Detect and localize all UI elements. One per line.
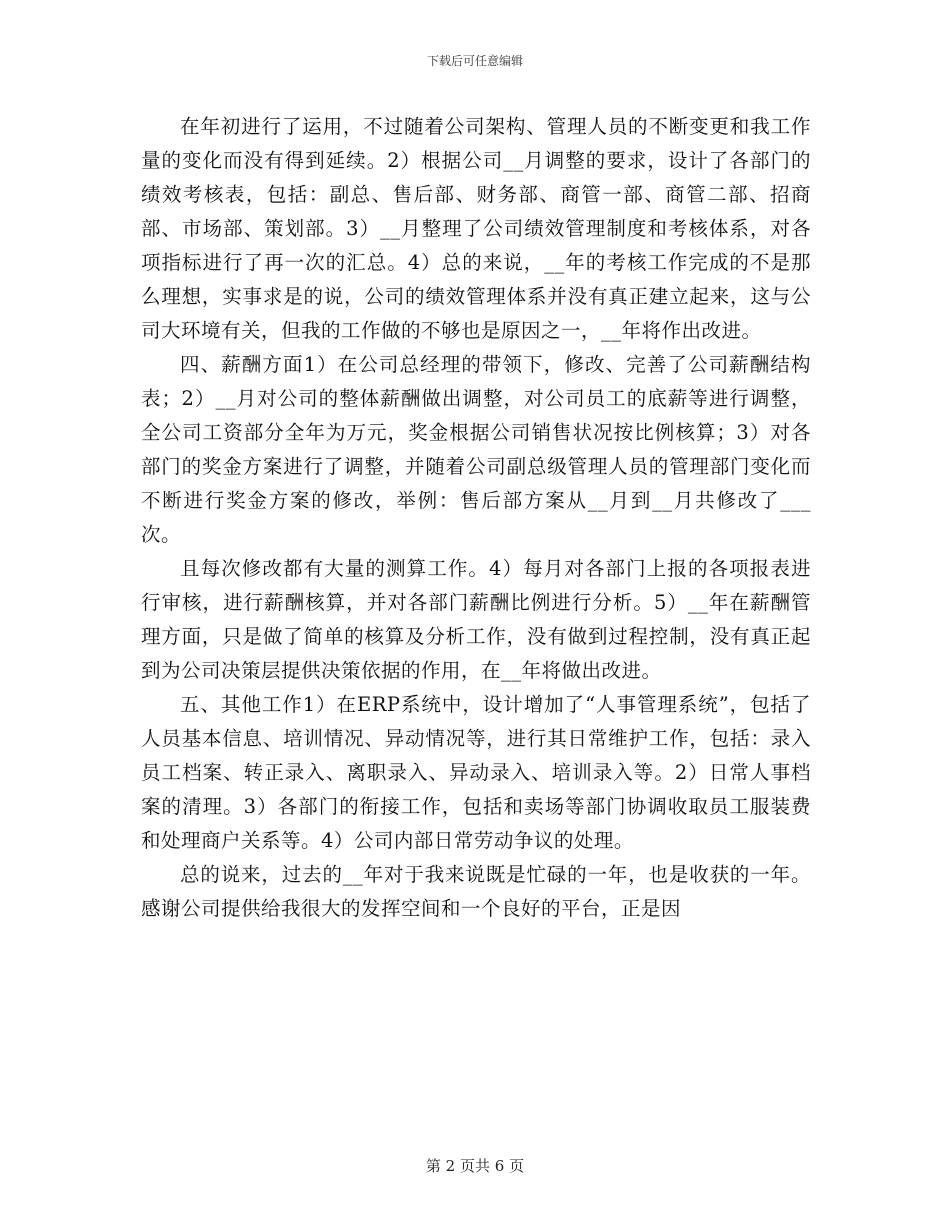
paragraph-summary: 总的说来，过去的__年对于我来说既是忙碌的一年，也是收获的一年。感谢公司提供给我很大的发挥空间和一个良好的平台，正是因 — [141, 863, 811, 920]
page-number: 第 2 页共 6 页 — [425, 1157, 525, 1175]
document-body — [141, 110, 811, 926]
paragraph-performance-review: 在年初进行了运用，不过随着公司架构、管理人员的不断变更和我工作量的变化而没有得到延续。2）根据公司__月调整的要求，设计了各部门的绩效考核表，包括：副总、售后部、财务部、商管一部、商管二部、招商部、市场部、策划部。3）__月整理了公司绩效管理制度和考核体系，对各项指标进行了再一次的汇总。4）总的来说，__年的考核工作完成的不是那么理想，实事求是的说，公司的绩效管理体系并没有真正建立起来，这与公司大环境有关，但我的工作做的不够也是原因之一，__年将作出改进。 — [141, 115, 811, 342]
paragraph-salary-continued: 且每次修改都有大量的测算工作。4）每月对各部门上报的各项报表进行审核，进行薪酬核算，并对各部门薪酬比例进行分析。5）__年在薪酬管理方面，只是做了简单的核算及分析工作，没有做到过程控制，没有真正起到为公司决策层提供决策依据的作用，在__年将做出改进。 — [141, 557, 811, 682]
paragraph-other-work: 五、其他工作1）在ERP系统中，设计增加了“人事管理系统”，包括了人员基本信息、培训情况、异动情况等，进行其日常维护工作，包括：录入员工档案、转正录入、离职录入、异动录入、培训录入等。2）日常人事档案的清理。3）各部门的衔接工作，包括和卖场等部门协调收取员工服装费和处理商户关系等。4）公司内部日常劳动争议的处理。 — [141, 693, 811, 852]
page-header: 下载后可任意编辑 — [426, 54, 523, 68]
paragraph-salary: 四、薪酬方面1）在公司总经理的带领下，修改、完善了公司薪酬结构表；2）__月对公司的整体薪酬做出调整，对公司员工的底薪等进行调整，全公司工资部分全年为万元，奖金根据公司销售状况按比例核算；3）对各部门的奖金方案进行了调整，并随着公司副总级管理人员的管理部门变化而不断进行奖金方案的修改，举例：售后部方案从__月到__月共修改了___次。 — [141, 353, 811, 546]
